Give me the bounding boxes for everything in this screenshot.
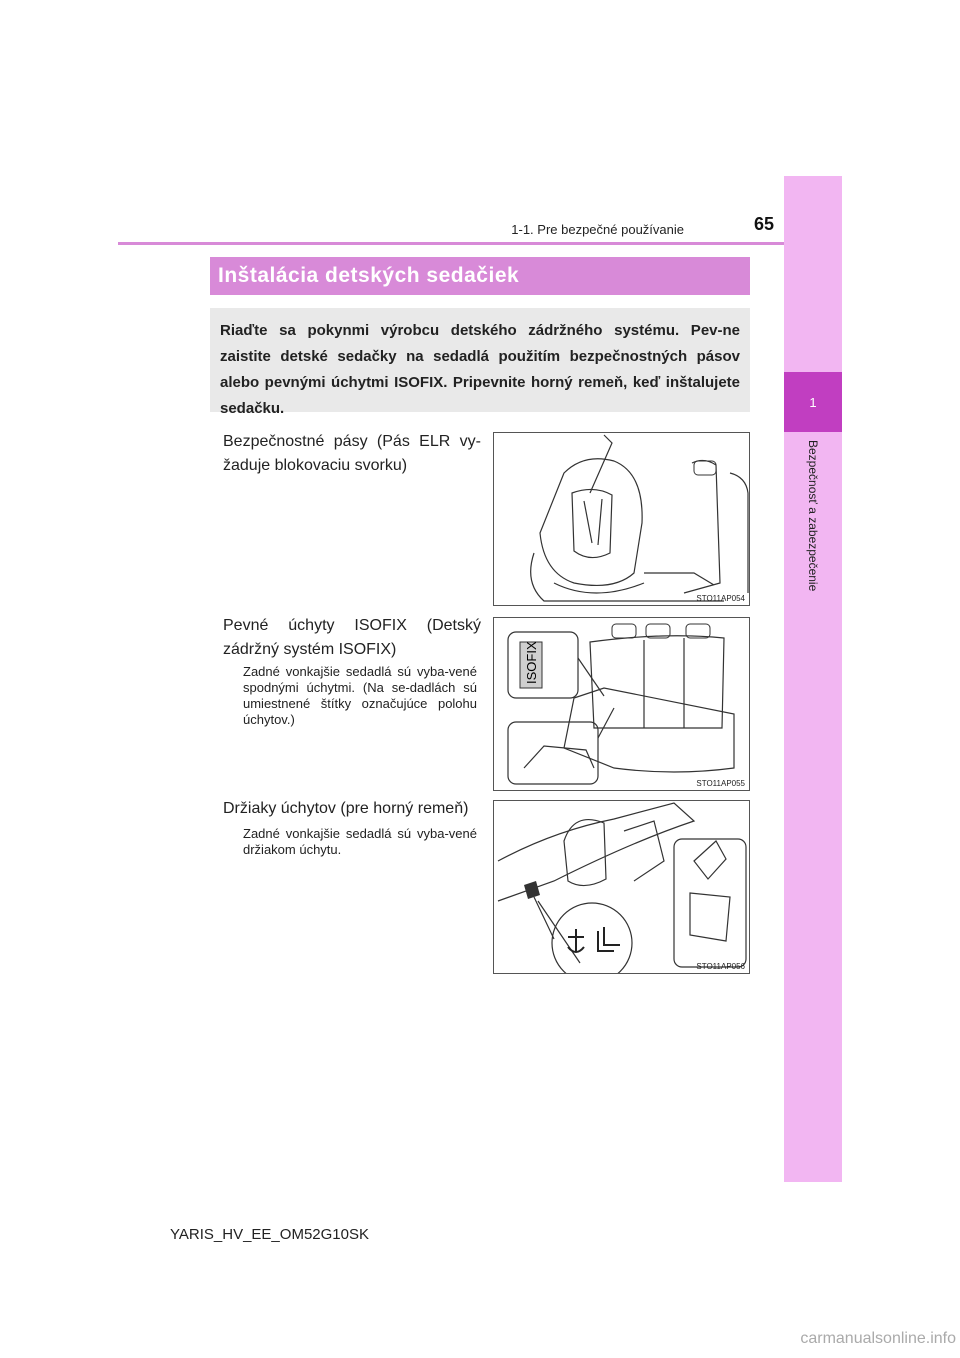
chapter-title: Bezpečnosť a zabezpečenie: [806, 440, 820, 592]
section-title: 1-1. Pre bezpečné používanie: [511, 222, 684, 237]
page-number: 65: [753, 214, 774, 234]
figure-seat-belt-install: [493, 432, 750, 606]
figure-isofix-anchors: [493, 617, 750, 791]
item-heading-isofix: Pevné úchyty ISOFIX (Detský zádržný systém ISOFIX): [223, 617, 481, 658]
figure-code: STO11AP054: [696, 594, 745, 603]
figure-code: STO11AP055: [696, 779, 745, 788]
header-rule: [118, 242, 784, 245]
figure-code: STO11AP056: [696, 962, 745, 971]
item-heading-seat-belts: Bezpečnostné pásy (Pás ELR vy-žaduje blokovaciu svorku): [223, 433, 481, 474]
chapter-number: 1: [784, 372, 842, 432]
item-description-isofix: Zadné vonkajšie sedadlá sú vyba-vené spodnými úchytmi. (Na se-dadlách sú umiestnené štítky označujúce polohu úchytov.): [243, 664, 477, 727]
isofix-label: ISOFIX: [524, 641, 539, 684]
intro-box: Riaďte sa pokynmi výrobcu detského zádržného systému. Pev-ne zaistite detské sedačky na sedadlá použitím bezpečnostných pásov alebo pevnými úchytmi ISOFIX. Pripevnite horný remeň, keď inštalujete sedačku.: [210, 308, 750, 412]
item-heading-anchor-holders: Držiaky úchytov (pre horný remeň): [223, 800, 469, 817]
document-code: YARIS_HV_EE_OM52G10SK: [170, 1226, 369, 1243]
item-description-anchor-holders: Zadné vonkajšie sedadlá sú vyba-vené držiakom úchytu.: [243, 826, 477, 857]
watermark: carmanualsonline.info: [800, 1330, 956, 1347]
tether-illustration: [494, 801, 750, 974]
child-seat-illustration: [494, 433, 750, 606]
figure-tether-anchors: [493, 800, 750, 974]
isofix-illustration: [494, 618, 750, 791]
page-title: Inštalácia detských sedačiek: [210, 257, 750, 295]
